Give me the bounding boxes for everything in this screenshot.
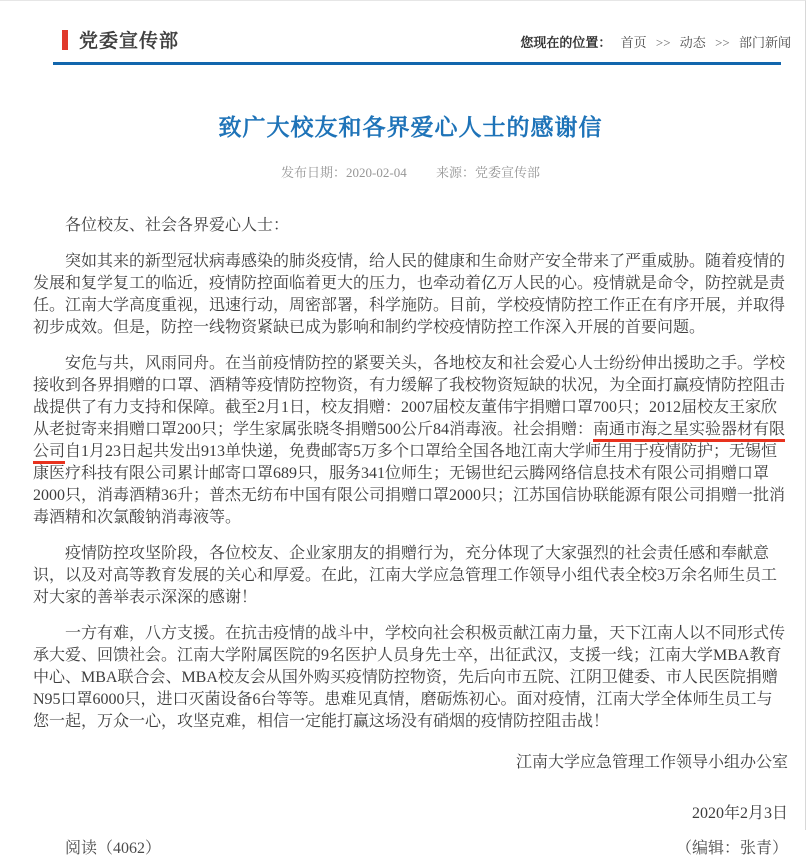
paragraph-thanks: 疫情防控攻坚阶段，各位校友、企业家朋友的捐赠行为，充分体现了大家强烈的社会责任感和奉献意识，以及对高等教育发展的关心和厚爱。在此，江南大学应急管理工作领导小组代表全校3万余名师生员工对大家的善举表示深深的感谢！	[33, 545, 778, 606]
breadcrumb-separator: >>	[655, 35, 671, 50]
signature: 江南大学应急管理工作领导小组办公室	[515, 754, 788, 771]
top-bar	[0, 1, 805, 53]
donations-text-after: 自1月23日起共发出913单快递，免费邮寄5万多个口罩给全国各地江南大学师生用于疫情防护；无锡恒康医疗科技有限公司累计邮寄口罩689只，服务341位师生；无锡世纪云腾网络信息技术有限公司捐赠口罩2000只，消毒酒精36升；普杰无纺布中国有限公司捐赠口罩2000只；江苏国信协联能源有限公司捐赠一批消毒酒精和次氯酸钠消毒液等。	[33, 443, 786, 526]
breadcrumb-separator: >>	[715, 35, 730, 50]
paragraph-support: 一方有难，八方支援。在抗击疫情的战斗中，学校向社会积极贡献江南力量，天下江南人以不同形式传承大爱、回馈社会。江南大学附属医院的9名医护人员身先士卒，出征武汉，支援一线；江南大学MBA教育中心、MBA联合会、MBA校友会从国外购买疫情防控物资，先后向市五院、江阴卫健委、市人民医院捐赠N95口罩6000只，进口灭菌设备6台等等。患难见真情，磨砺炼初心。面对疫情，江南大学全体师生员工与您一起，万众一心，攻坚克难，相信一定能打赢这场没有硝烟的疫情防控阻击战！	[33, 625, 786, 730]
signature-date: 2020年2月3日	[691, 805, 788, 822]
salutation: 各位校友、社会各界爱心人士：	[65, 217, 290, 234]
article-meta	[33, 162, 788, 181]
breadcrumb-link-dept-news[interactable]: 部门新闻	[738, 35, 791, 50]
donations-text-before: 安危与共，风雨同舟。在当前疫情防控的紧要关头，各地校友和社会爱心人士纷纷伸出援助之手。学校接收到各界捐赠的口罩、酒精等疫情防控物资，有力缓解了我校物资短缺的状况，为全面打赢疫情防控阻击战提供了有力支持和保障。截至2月1日，校友捐赠：2007届校友董伟宇捐赠口罩700只；2012届校友王家欣从老挝寄来捐赠口罩200只；学生家属张晓冬捐赠500公斤84消毒液。社会捐赠：	[33, 355, 786, 438]
source: 来源：党委宣传部	[435, 165, 540, 180]
section-title: 党委宣传部	[79, 31, 180, 52]
paragraph-outbreak: 突如其来的新型冠状病毒感染的肺炎疫情，给人民的健康和生命财产安全带来了严重威胁。随着疫情的发展和复学复工的临近，疫情防控面临着更大的压力，也牵动着亿万人民的心。疫情就是命令，防控就是责任。江南大学高度重视，迅速行动，周密部署，科学施防。目前，学校疫情防控工作正在有序开展，并取得初步成效。但是，防控一线物资紧缺已成为影响和制约学校疫情防控工作深入开展的首要问题。	[33, 253, 786, 336]
highlighted-company: 南通市海之星实验器材有限公司	[33, 421, 785, 464]
article-title: 致广大校友和各界爱心人士的感谢信	[218, 114, 603, 140]
read-count: 阅读（4062）	[65, 840, 162, 857]
publish-date: 发布日期：2020-02-04	[281, 165, 407, 180]
breadcrumb-link-dynamics[interactable]: 动态	[679, 35, 706, 50]
breadcrumb	[520, 32, 791, 53]
article	[0, 109, 805, 858]
article-content	[33, 215, 788, 733]
bottom-row	[33, 835, 788, 858]
paragraph-donations	[33, 353, 788, 529]
breadcrumb-label: 您现在的位置：	[520, 35, 612, 50]
editor-credit: （编辑：张青）	[675, 840, 788, 857]
breadcrumb-link-home[interactable]: 首页	[620, 35, 647, 50]
blue-divider	[53, 62, 781, 65]
section-title-wrap	[62, 26, 179, 53]
red-accent-bar	[62, 30, 68, 50]
